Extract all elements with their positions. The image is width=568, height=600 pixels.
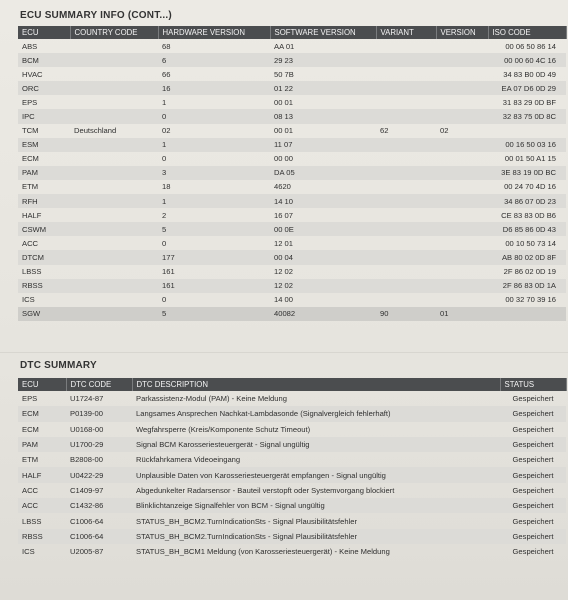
dtc_summary-cell: Gespeichert xyxy=(512,455,554,465)
ecu_summary-cell: IPC xyxy=(18,109,70,123)
dtc_summary-cell: C1409-97 xyxy=(70,485,104,495)
dtc_summary-cell: Gespeichert xyxy=(512,547,554,557)
ecu_summary-cell xyxy=(436,293,488,307)
ecu_summary-cell xyxy=(376,67,436,81)
ecu_summary-cell xyxy=(70,222,158,236)
ecu_summary-header-cell: ECU xyxy=(18,26,70,39)
ecu_summary-cell: 40082 xyxy=(270,307,376,321)
dtc_summary-cell: EPS xyxy=(22,394,38,404)
ecu_summary-cell xyxy=(70,95,158,109)
ecu_summary-cell: 3E 83 19 0D BC xyxy=(488,166,566,180)
ecu-table-header xyxy=(18,26,566,39)
dtc_summary-cell: Gespeichert xyxy=(500,529,566,544)
table-row xyxy=(18,391,566,406)
ecu_summary-cell: EA 07 D6 0D 29 xyxy=(488,81,566,95)
ecu_summary-cell xyxy=(376,152,436,166)
ecu_summary-cell xyxy=(436,67,488,81)
table-row xyxy=(18,180,566,194)
ecu_summary-cell: 2F 86 02 0D 19 xyxy=(503,267,556,277)
ecu_summary-cell xyxy=(436,138,488,152)
ecu_summary-cell xyxy=(436,194,488,208)
ecu_summary-cell: LBSS xyxy=(22,267,42,277)
dtc_summary-cell: Unplausible Daten von Karosseriesteuergerät empfangen - Signal ungültig xyxy=(132,467,500,482)
ecu_summary-cell: CE 83 83 0D B6 xyxy=(501,210,556,220)
table-row xyxy=(18,138,566,152)
table-row xyxy=(18,437,566,452)
ecu_summary-cell xyxy=(488,124,566,138)
table-row xyxy=(18,279,566,293)
ecu_summary-cell: 161 xyxy=(158,279,270,293)
table-row xyxy=(18,39,566,53)
dtc_summary-cell: ACC xyxy=(22,485,39,495)
ecu_summary-cell xyxy=(376,138,436,152)
dtc_summary-cell: Gespeichert xyxy=(500,498,566,513)
ecu_summary-cell xyxy=(70,81,158,95)
ecu_summary-header-cell: SOFTWARE VERSION xyxy=(270,26,376,39)
ecu_summary-cell: 12 02 xyxy=(274,267,294,277)
ecu_summary-cell: 00 10 50 73 14 xyxy=(505,238,556,248)
ecu_summary-cell: 14 00 xyxy=(274,295,294,305)
ecu_summary-cell: 0 xyxy=(162,295,167,305)
ecu_summary-cell: ESM xyxy=(18,138,70,152)
ecu_summary-cell: 00 00 60 4C 16 xyxy=(488,53,566,67)
ecu_summary-cell: 00 16 50 03 16 xyxy=(488,138,566,152)
ecu_summary-cell: 18 xyxy=(162,182,171,192)
dtc_summary-cell: ICS xyxy=(22,547,35,557)
ecu_summary-cell xyxy=(70,39,158,53)
dtc_summary-cell: Langsames Ansprechen Nachkat-Lambdasonde (Signalvergleich fehlerhaft) xyxy=(132,406,500,421)
table-row xyxy=(18,498,566,513)
ecu_summary-cell: 16 07 xyxy=(274,210,294,220)
ecu_summary-cell xyxy=(70,152,158,166)
ecu_summary-cell: EPS xyxy=(22,97,38,107)
ecu_summary-cell: TCM xyxy=(22,126,39,136)
ecu_summary-cell: 02 xyxy=(440,126,449,136)
dtc_summary-cell: U0422-29 xyxy=(66,467,132,482)
ecu_summary-cell: 00 01 xyxy=(274,126,294,136)
ecu_summary-cell: 00 04 xyxy=(270,250,376,264)
dtc_summary-cell: Gespeichert xyxy=(500,437,566,452)
ecu_summary-cell: 62 xyxy=(380,126,389,136)
ecu_summary-cell: RBSS xyxy=(18,279,70,293)
ecu_summary-cell: ICS xyxy=(22,295,35,305)
ecu_summary-cell: ORC xyxy=(18,81,70,95)
table-row xyxy=(18,81,566,95)
ecu_summary-cell: 00 24 70 4D 16 xyxy=(504,182,556,192)
dtc_summary-header-cell: ECU xyxy=(18,378,66,391)
dtc_summary-cell: ETM xyxy=(22,455,39,465)
ecu_summary-cell: DA 05 xyxy=(270,166,376,180)
ecu_summary-cell xyxy=(436,222,488,236)
dtc_summary-cell: Signal BCM Karosseriesteuergerät - Signal ungültig xyxy=(132,437,500,452)
dtc_summary-cell: STATUS_BH_BCM1 Meldung (von Karosseriesteuergerät) - Keine Meldung xyxy=(136,547,390,557)
ecu_summary-cell: HALF xyxy=(22,210,42,220)
ecu_summary-header-cell: ISO CODE xyxy=(488,26,566,39)
ecu_summary-cell xyxy=(436,152,488,166)
ecu_summary-cell xyxy=(376,265,436,279)
dtc_summary-cell: Gespeichert xyxy=(512,516,554,526)
ecu_summary-cell: 01 xyxy=(436,307,488,321)
ecu_summary-cell xyxy=(488,307,566,321)
ecu_summary-cell: 50 7B xyxy=(274,69,294,79)
ecu_summary-cell xyxy=(70,293,158,307)
ecu_summary-cell xyxy=(376,166,436,180)
table-row xyxy=(18,250,566,264)
ecu_summary-cell xyxy=(376,180,436,194)
dtc_summary-cell: STATUS_BH_BCM2.TurnIndicationSts - Signal Plausibilitätsfehler xyxy=(136,516,358,526)
ecu_summary-cell xyxy=(70,109,158,123)
ecu_summary-cell: 3 xyxy=(158,166,270,180)
dtc_summary-cell: U1724-87 xyxy=(70,394,104,404)
ecu_summary-cell: ACC xyxy=(22,238,39,248)
table-row xyxy=(18,406,566,421)
ecu_summary-cell: BCM xyxy=(18,53,70,67)
ecu_summary-cell xyxy=(376,250,436,264)
dtc_summary-cell: C1006-64 xyxy=(70,516,104,526)
ecu_summary-cell xyxy=(70,194,158,208)
ecu_summary-cell xyxy=(70,53,158,67)
table-row xyxy=(18,529,566,544)
ecu_summary-cell: 177 xyxy=(158,250,270,264)
table-row xyxy=(18,293,566,307)
ecu_summary-cell: 00 00 xyxy=(274,154,294,164)
ecu_summary-header-cell: COUNTRY CODE xyxy=(70,26,158,39)
ecu_summary-cell: ETM xyxy=(22,182,39,192)
ecu_summary-cell: 4620 xyxy=(274,182,291,192)
ecu_summary-cell xyxy=(436,180,488,194)
ecu_summary-cell xyxy=(376,81,436,95)
table-row xyxy=(18,236,566,250)
table-row xyxy=(18,53,566,67)
dtc_summary-header-cell: STATUS xyxy=(500,378,566,391)
ecu_summary-cell xyxy=(436,208,488,222)
ecu_summary-cell: 01 22 xyxy=(270,81,376,95)
ecu_summary-cell: AB 80 02 0D 8F xyxy=(488,250,566,264)
ecu_summary-cell: 00 01 50 A1 15 xyxy=(504,154,556,164)
ecu_summary-cell xyxy=(436,265,488,279)
ecu_summary-cell: DTCM xyxy=(18,250,70,264)
ecu_summary-cell: PAM xyxy=(18,166,70,180)
ecu_summary-cell: 12 01 xyxy=(274,238,294,248)
dtc-table-header xyxy=(18,378,566,391)
ecu_summary-cell xyxy=(70,265,158,279)
ecu_summary-cell: 90 xyxy=(376,307,436,321)
table-row xyxy=(18,483,566,498)
ecu_summary-cell: 00 01 xyxy=(274,97,294,107)
table-row xyxy=(18,222,566,236)
dtc_summary-cell: RBSS xyxy=(18,529,66,544)
table-row xyxy=(18,422,566,437)
ecu_summary-cell xyxy=(436,166,488,180)
ecu-summary-table xyxy=(18,26,567,321)
dtc_summary-cell: U0168-00 xyxy=(70,424,104,434)
dtc_summary-header-cell: DTC CODE xyxy=(66,378,132,391)
ecu_summary-cell xyxy=(376,39,436,53)
table-row xyxy=(18,452,566,467)
ecu_summary-cell xyxy=(436,109,488,123)
ecu_summary-cell xyxy=(436,53,488,67)
ecu_summary-cell: 1 xyxy=(158,138,270,152)
ecu_summary-cell: 34 83 B0 0D 49 xyxy=(503,69,556,79)
ecu_summary-cell: 0 xyxy=(162,238,167,248)
dtc_summary-cell: C1432-86 xyxy=(66,498,132,513)
dtc_summary-cell: Gespeichert xyxy=(500,467,566,482)
ecu_summary-cell: 66 xyxy=(162,69,171,79)
dtc_summary-cell: Rückfahrkamera Videoeingang xyxy=(136,455,241,465)
dtc_summary-cell: P0139-00 xyxy=(66,406,132,421)
dtc_summary-cell: C1006-64 xyxy=(66,529,132,544)
dtc_summary-cell: ECM xyxy=(22,424,39,434)
ecu_summary-cell: 31 83 29 0D BF xyxy=(502,97,556,107)
dtc_summary-cell: Wegfahrsperre (Kreis/Komponente Schutz Timeout) xyxy=(136,424,311,434)
ecu_summary-cell: 2F 86 83 0D 1A xyxy=(488,279,566,293)
ecu_summary-cell: 11 07 xyxy=(270,138,376,152)
ecu_summary-cell: RFH xyxy=(18,194,70,208)
dtc-summary-table xyxy=(18,378,567,559)
ecu_summary-header-cell: HARDWARE VERSION xyxy=(158,26,270,39)
dtc_summary-cell: Gespeichert xyxy=(512,485,554,495)
ecu_summary-header-cell: VARIANT xyxy=(376,26,436,39)
dtc_summary-header-cell: DTC DESCRIPTION xyxy=(132,378,500,391)
ecu_summary-cell xyxy=(376,293,436,307)
ecu_summary-cell: 5 xyxy=(158,222,270,236)
ecu_summary-cell: 32 83 75 0D 8C xyxy=(488,109,566,123)
dtc_summary-cell: U1700-29 xyxy=(66,437,132,452)
ecu_summary-cell xyxy=(376,222,436,236)
ecu_summary-cell: ECM xyxy=(22,154,39,164)
dtc_summary-cell: ACC xyxy=(18,498,66,513)
ecu_summary-cell: 2 xyxy=(162,210,167,220)
ecu_summary-cell: 68 xyxy=(162,41,171,51)
ecu_summary-cell xyxy=(436,81,488,95)
ecu_summary-cell: HVAC xyxy=(22,69,43,79)
ecu_summary-cell xyxy=(376,279,436,293)
dtc_summary-cell: U2005-87 xyxy=(70,547,104,557)
ecu_summary-cell: 08 13 xyxy=(270,109,376,123)
ecu_summary-cell: 161 xyxy=(162,267,175,277)
dtc_summary-cell: B2808-00 xyxy=(70,455,103,465)
ecu_summary-cell: 1 xyxy=(158,194,270,208)
ecu_summary-cell xyxy=(70,138,158,152)
table-row xyxy=(18,67,566,81)
ecu_summary-cell xyxy=(70,180,158,194)
dtc-summary-title: DTC SUMMARY xyxy=(20,360,97,371)
table-row xyxy=(18,307,566,321)
table-row xyxy=(18,95,566,109)
table-row xyxy=(18,265,566,279)
table-row xyxy=(18,109,566,123)
ecu_summary-cell: 1 xyxy=(162,97,167,107)
table-row xyxy=(18,124,566,138)
ecu_summary-cell: AA 01 xyxy=(274,41,295,51)
ecu_summary-cell xyxy=(436,250,488,264)
ecu_summary-cell xyxy=(376,53,436,67)
ecu_summary-cell: 00 0E xyxy=(270,222,376,236)
dtc_summary-cell: LBSS xyxy=(22,516,42,526)
ecu_summary-cell: 34 86 07 0D 23 xyxy=(488,194,566,208)
dtc_summary-cell: STATUS_BH_BCM2.TurnIndicationSts - Signal Plausibilitätsfehler xyxy=(132,529,500,544)
ecu_summary-cell xyxy=(376,95,436,109)
ecu_summary-cell xyxy=(376,194,436,208)
table-row xyxy=(18,194,566,208)
ecu_summary-cell: ABS xyxy=(22,41,38,51)
dtc_summary-cell: ECM xyxy=(18,406,66,421)
ecu_summary-cell: Deutschland xyxy=(74,126,117,136)
ecu_summary-cell: D6 85 86 0D 43 xyxy=(488,222,566,236)
ecu_summary-cell: 16 xyxy=(158,81,270,95)
ecu_summary-cell xyxy=(70,208,158,222)
ecu_summary-cell xyxy=(436,236,488,250)
ecu_summary-cell: 29 23 xyxy=(270,53,376,67)
ecu_summary-cell: 02 xyxy=(162,126,171,136)
ecu_summary-cell xyxy=(70,67,158,81)
ecu_summary-cell xyxy=(70,236,158,250)
ecu_summary-cell xyxy=(436,279,488,293)
ecu_summary-cell: 6 xyxy=(158,53,270,67)
dtc_summary-cell: Gespeichert xyxy=(500,406,566,421)
table-row xyxy=(18,208,566,222)
ecu_summary-cell xyxy=(70,166,158,180)
table-row xyxy=(18,513,566,528)
ecu_summary-cell xyxy=(376,109,436,123)
ecu_summary-cell xyxy=(376,236,436,250)
ecu_summary-cell xyxy=(70,307,158,321)
ecu-summary-title: ECU SUMMARY INFO (CONT...) xyxy=(20,10,172,21)
dtc_summary-cell: Parkassistenz-Modul (PAM) - Keine Meldung xyxy=(136,394,287,404)
ecu_summary-cell xyxy=(436,95,488,109)
ecu_summary-cell: 14 10 xyxy=(270,194,376,208)
ecu_summary-header-cell: VERSION xyxy=(436,26,488,39)
ecu_summary-cell xyxy=(436,39,488,53)
table-row xyxy=(18,544,566,559)
table-row xyxy=(18,166,566,180)
ecu_summary-cell xyxy=(70,250,158,264)
ecu_summary-cell: 0 xyxy=(158,109,270,123)
ecu_summary-cell: 0 xyxy=(162,154,167,164)
ecu_summary-cell: 5 xyxy=(158,307,270,321)
table-row xyxy=(18,467,566,482)
page-fold xyxy=(0,352,568,353)
dtc_summary-cell: Abgedunkelter Radarsensor - Bauteil verstopft oder Systemvorgang blockiert xyxy=(136,485,395,495)
ecu_summary-cell: 00 32 70 39 16 xyxy=(505,295,556,305)
ecu_summary-cell: CSWM xyxy=(18,222,70,236)
ecu_summary-cell xyxy=(376,208,436,222)
ecu_summary-cell: 12 02 xyxy=(270,279,376,293)
dtc_summary-cell: Gespeichert xyxy=(512,394,554,404)
ecu_summary-cell: SGW xyxy=(18,307,70,321)
ecu_summary-cell: 00 06 50 86 14 xyxy=(505,41,556,51)
dtc_summary-cell: PAM xyxy=(18,437,66,452)
dtc_summary-cell: Blinklichtanzeige Signalfehler von BCM - Signal ungültig xyxy=(132,498,500,513)
dtc_summary-cell: Gespeichert xyxy=(512,424,554,434)
ecu_summary-cell xyxy=(70,279,158,293)
table-row xyxy=(18,152,566,166)
dtc_summary-cell: HALF xyxy=(18,467,66,482)
